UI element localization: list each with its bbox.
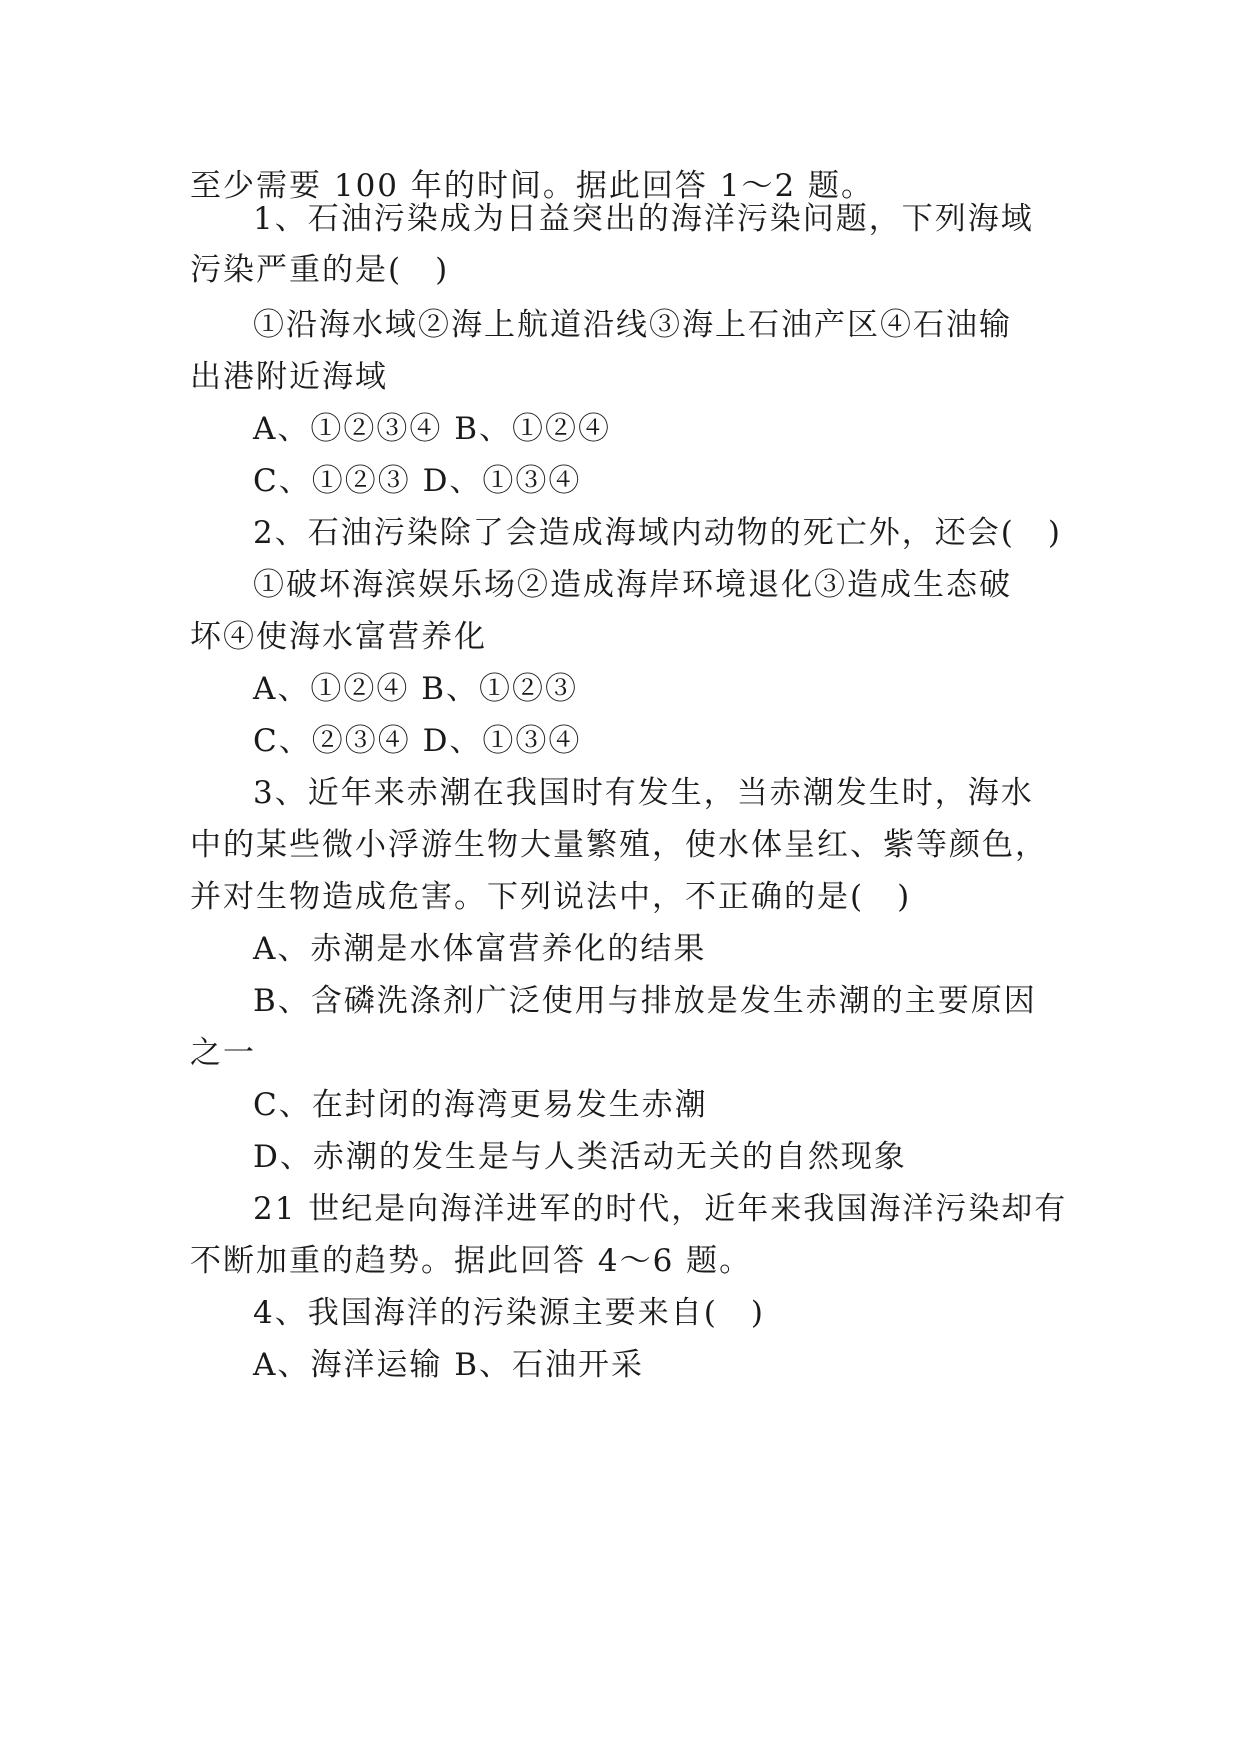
passage-intro: 21 世纪是向海洋进军的时代，近年来我国海洋污染却有 (253, 1191, 1068, 1227)
answer-options: A、①②③④ B、①②④ (253, 411, 612, 447)
answer-option-d: D、赤潮的发生是与人类活动无关的自然现象 (253, 1139, 907, 1175)
answer-option-c: C、在封闭的海湾更易发生赤潮 (253, 1087, 708, 1123)
text-line: 中的某些微小浮游生物大量繁殖，使水体呈红、紫等颜色， (190, 827, 1048, 863)
question-3-stem: 3、近年来赤潮在我国时有发生，当赤潮发生时，海水 (253, 775, 1034, 811)
text-line: 并对生物造成危害。下列说法中，不正确的是( ) (190, 879, 912, 915)
question-2-stem: 2、石油污染除了会造成海域内动物的死亡外，还会( ) (253, 515, 1062, 551)
answer-option-a: A、赤潮是水体富营养化的结果 (253, 931, 707, 967)
text-line: 不断加重的趋势。据此回答 4～6 题。 (190, 1243, 753, 1279)
text-line: 出港附近海域 (190, 359, 388, 395)
question-1-stem: 1、石油污染成为日益突出的海洋污染问题，下列海域 (253, 201, 1034, 237)
question-2-items: ①破坏海滨娱乐场②造成海岸环境退化③造成生态破 (253, 567, 1012, 603)
text-line: 污染严重的是( ) (190, 252, 450, 288)
text-line: 之一 (190, 1035, 256, 1071)
answer-options: C、②③④ D、①③④ (253, 723, 582, 759)
answer-option-b: B、含磷洗涤剂广泛使用与排放是发生赤潮的主要原因 (253, 983, 1037, 1019)
answer-options: C、①②③ D、①③④ (253, 463, 582, 499)
answer-options: A、①②④ B、①②③ (253, 671, 579, 707)
text-line: 坏④使海水富营养化 (190, 619, 487, 655)
answer-options: A、海洋运输 B、石油开采 (253, 1347, 645, 1383)
question-1-items: ①沿海水域②海上航道沿线③海上石油产区④石油输 (253, 307, 1012, 343)
question-4-stem: 4、我国海洋的污染源主要来自( ) (253, 1295, 765, 1331)
text-line: 至少需要 100 年的时间。据此回答 1～2 题。 (190, 168, 875, 204)
